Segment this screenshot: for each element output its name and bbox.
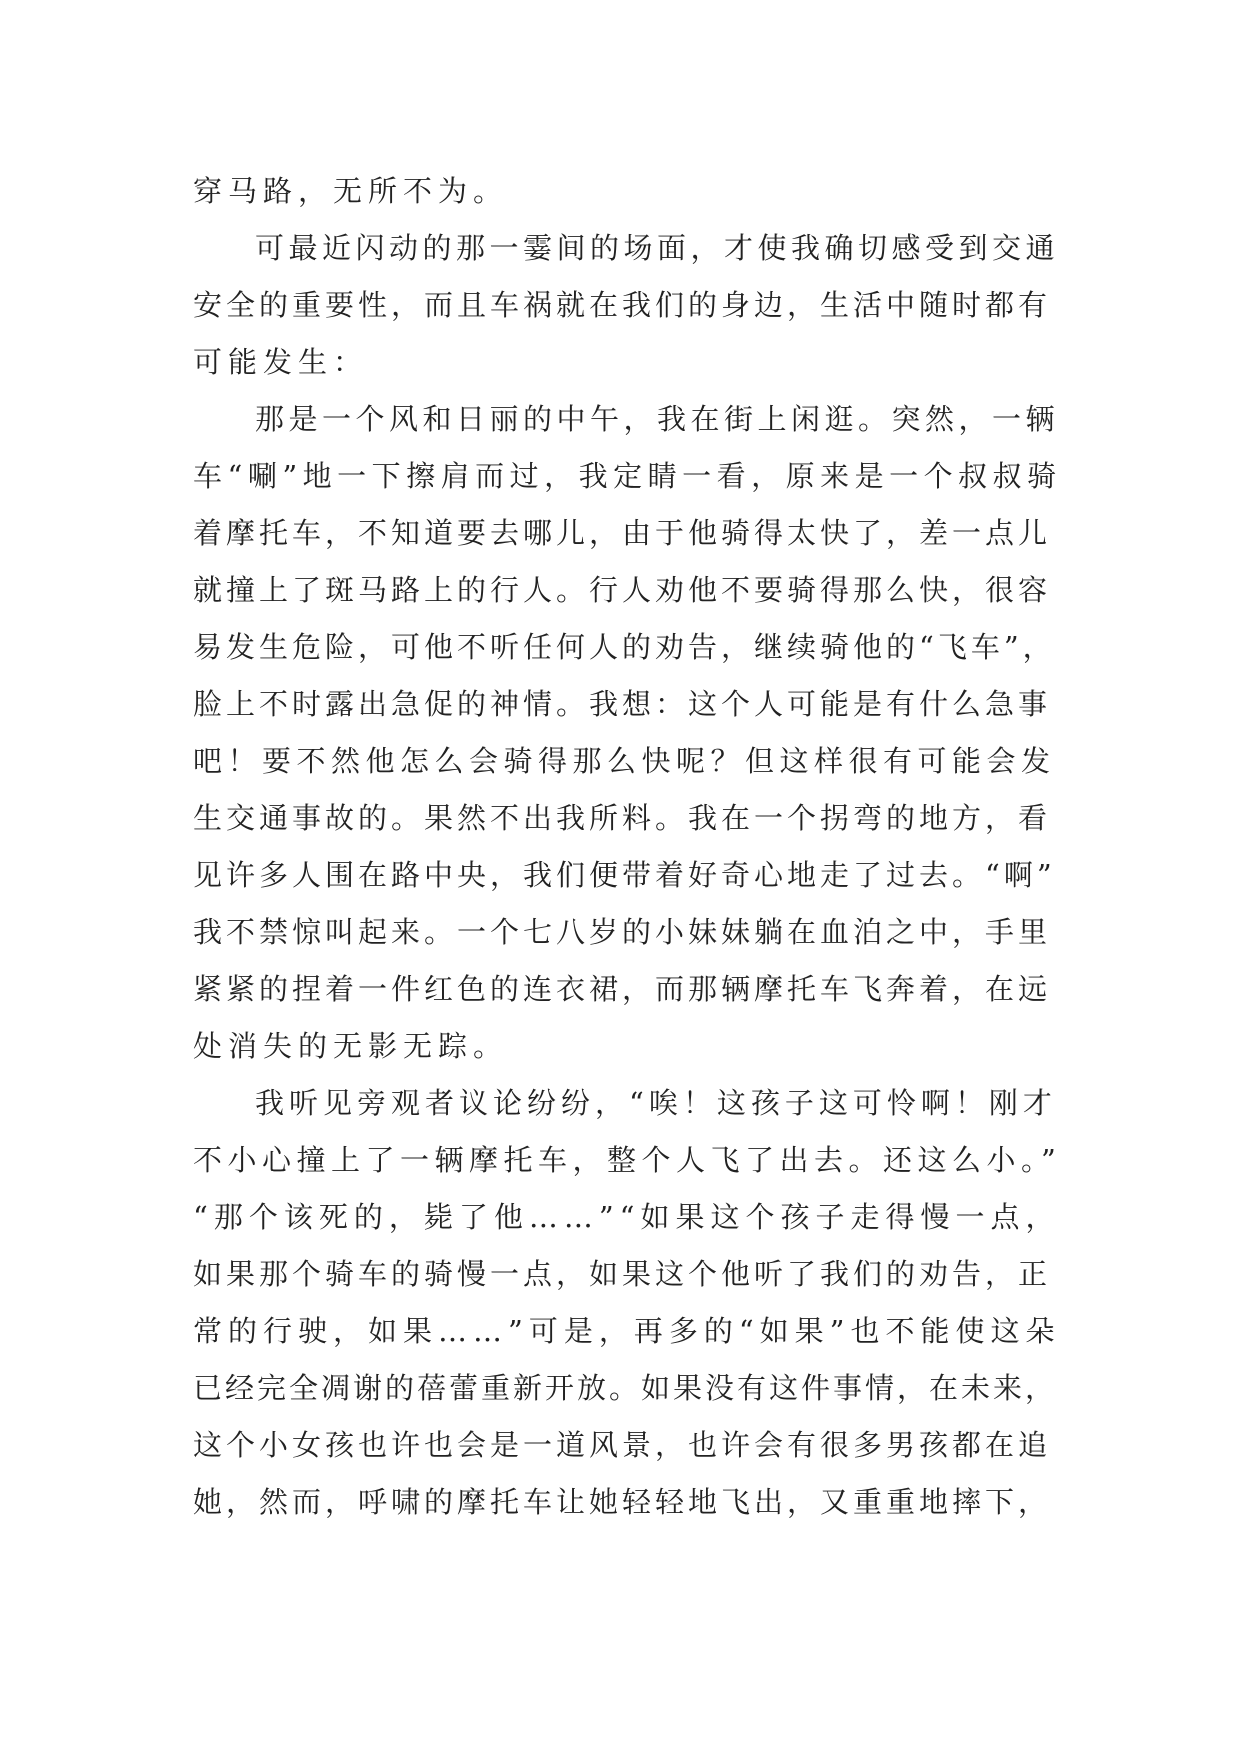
text-line: 处消失的无影无踪。 [193,1029,509,1063]
text-line: 脸上不时露出急促的神情。我想：这个人可能是有什么急事 [193,687,1052,721]
paragraph-first-line: 那是一个风和日丽的中午，我在街上闲逛。突然，一辆 [255,402,1060,436]
text-line: 就撞上了斑马路上的行人。行人劝他不要骑得那么快，很容 [193,573,1052,607]
text-line: 安全的重要性，而且车祸就在我们的身边，生活中随时都有 [193,288,1052,322]
text-line: 生交通事故的。果然不出我所料。我在一个拐弯的地方，看 [193,801,1052,835]
text-line: 吧！要不然他怎么会骑得那么快呢？但这样很有可能会发 [193,744,1056,778]
text-line: 穿马路，无所不为。 [193,174,509,208]
text-line: 易发生危险，可他不听任何人的劝告，继续骑他的“飞车”， [193,630,1056,664]
text-line: 可能发生： [193,345,369,379]
text-line: 如果那个骑车的骑慢一点，如果这个他听了我们的劝告，正 [193,1257,1052,1291]
paragraph-first-line: 我听见旁观者议论纷纷，“唉！这孩子这可怜啊！刚才 [255,1086,1057,1120]
paragraph-first-line: 可最近闪动的那一霎间的场面，才使我确切感受到交通 [255,231,1060,265]
text-line: “那个该死的，毙了他……”“如果这个孩子走得慢一点， [193,1200,1061,1234]
text-line: 着摩托车，不知道要去哪儿，由于他骑得太快了，差一点儿 [193,516,1052,550]
text-line: 她，然而，呼啸的摩托车让她轻轻地飞出，又重重地摔下， [193,1485,1052,1519]
text-line: 紧紧的捏着一件红色的连衣裙，而那辆摩托车飞奔着，在远 [193,972,1052,1006]
text-line: 这个小女孩也许也会是一道风景，也许会有很多男孩都在追 [193,1428,1052,1462]
text-line: 已经完全凋谢的蓓蕾重新开放。如果没有这件事情，在未来， [193,1371,1058,1405]
text-line: 车“唰”地一下擦肩而过，我定睛一看，原来是一个叔叔骑 [193,459,1062,493]
text-line: 见许多人围在路中央，我们便带着好奇心地走了过去。“啊” [193,858,1056,892]
text-line: 我不禁惊叫起来。一个七八岁的小妹妹躺在血泊之中，手里 [193,915,1052,949]
text-line: 常的行驶，如果……”可是，再多的“如果”也不能使这朵 [193,1314,1061,1348]
text-line: 不小心撞上了一辆摩托车，整个人飞了出去。还这么小。” [193,1143,1062,1177]
document-body-text [193,163,1063,1531]
